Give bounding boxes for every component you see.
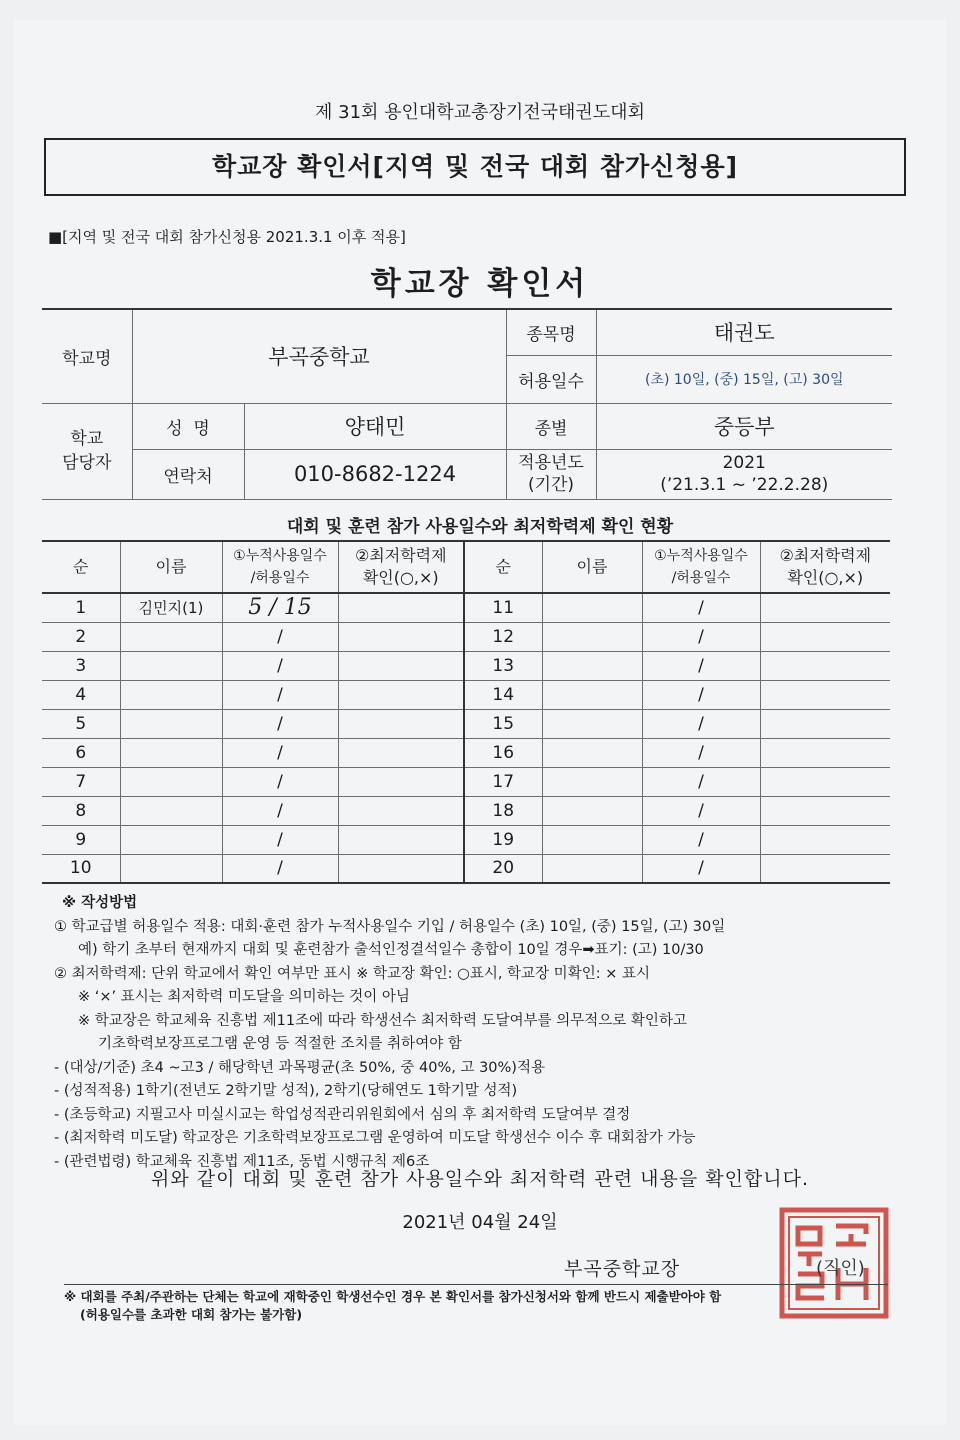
- cell-days: /: [222, 680, 338, 709]
- name-label: 성 명: [132, 403, 244, 449]
- method-line: - (관련법령) 학교체육 진흥법 제11조, 동법 시행규칙 제6조: [54, 1153, 430, 1170]
- cell-name: [542, 854, 642, 883]
- year-value: [596, 449, 892, 499]
- cell-days: /: [222, 825, 338, 854]
- cell-no: 12: [464, 622, 542, 651]
- status-title: 대회 및 훈련 참가 사용일수와 최저학력제 확인 현황: [286, 517, 674, 537]
- contact-label: 연락처: [132, 449, 244, 499]
- name-value: 양태민: [244, 403, 506, 449]
- cell-days: /: [642, 767, 760, 796]
- cell-name: [542, 738, 642, 767]
- cell-no: 16: [464, 738, 542, 767]
- cell-no: 1: [42, 593, 120, 622]
- cell-check: [338, 622, 464, 651]
- cell-no: 11: [464, 593, 542, 622]
- cell-no: 18: [464, 796, 542, 825]
- col-edu-right: [760, 541, 890, 593]
- cell-name: [542, 825, 642, 854]
- method-line: - (초등학교) 지필고사 미실시교는 학업성적관리위원회에서 심의 후 최저학력 도달여부 결정: [54, 1106, 631, 1123]
- event-value: 태권도: [596, 309, 892, 355]
- cell-check: [338, 854, 464, 883]
- cell-check: [760, 593, 890, 622]
- cell-no: 10: [42, 854, 120, 883]
- cell-no: 9: [42, 825, 120, 854]
- cell-name: [542, 709, 642, 738]
- cell-name: [120, 767, 222, 796]
- method-line: 예) 학기 초부터 현재까지 대회 및 훈련참가 출석인정결석일수 총합이 10일 경우➡표기: (고) 10/30: [78, 942, 704, 958]
- manager-label: 학교 담당자: [42, 403, 132, 499]
- cell-name: [120, 738, 222, 767]
- cell-days: /: [222, 796, 338, 825]
- cell-check: [760, 796, 890, 825]
- method-line: - (성적적용) 1학기(전년도 2학기말 성적), 2학기(당해연도 1학기말 성적): [54, 1083, 518, 1099]
- col-edu-right-line2: 확인(○,×): [787, 568, 864, 587]
- cell-name: [120, 680, 222, 709]
- cell-name: [542, 593, 642, 622]
- cell-name: [542, 796, 642, 825]
- table-row: [42, 825, 890, 854]
- cell-days: /: [642, 680, 760, 709]
- col-edu-line2: 확인(○,×): [362, 568, 439, 587]
- cell-check: [338, 593, 464, 622]
- method-line: - (대상/기준) 초4 ~고3 / 해당학년 과목평균(초 50%, 중 40%, 고 30%)적용: [54, 1059, 545, 1076]
- competition-caption: 제 31회 용인대학교총장기전국태권도대회: [315, 102, 645, 123]
- principal-name: 부곡중학교장: [564, 1258, 681, 1280]
- year-value-line2: (’21.3.1 ~ ’22.2.28): [660, 475, 829, 495]
- cell-days: /: [642, 622, 760, 651]
- cell-check: [760, 709, 890, 738]
- cell-days: /: [222, 622, 338, 651]
- footnote: [64, 1288, 894, 1324]
- col-no-right: 순: [464, 541, 542, 593]
- col-name-right: 이름: [542, 541, 642, 593]
- year-value-line1: 2021: [722, 453, 766, 473]
- confirm-sentence: 위와 같이 대회 및 훈련 참가 사용일수와 최저학력 관련 내용을 확인합니다.: [150, 1168, 810, 1190]
- apply-note: ■[지역 및 전국 대회 참가신청용 2021.3.1 이후 적용]: [48, 228, 406, 246]
- table-row: [42, 796, 890, 825]
- method-line: ② 최저학력제: 단위 학교에서 확인 여부만 표시 ※ 학교장 확인: ○표시, 학교장 미확인: × 표시: [54, 965, 650, 982]
- cell-check: [338, 825, 464, 854]
- cell-days: /: [642, 651, 760, 680]
- boxed-title: [44, 138, 906, 196]
- cell-days: /: [222, 651, 338, 680]
- category-value: 중등부: [596, 403, 892, 449]
- contact-value: 010-8682-1224: [244, 449, 506, 499]
- cell-no: 6: [42, 738, 120, 767]
- year-label: 적용년도 (기간): [506, 449, 596, 499]
- cell-name: [542, 680, 642, 709]
- footnote-line1: ※ 대회를 주최/주관하는 단체는 학교에 재학중인 학생선수인 경우 본 확인서를 참가신청서와 함께 반드시 제출받아야 함: [64, 1289, 722, 1304]
- cell-name: [120, 709, 222, 738]
- cell-name: [120, 651, 222, 680]
- cell-check: [338, 738, 464, 767]
- cell-no: 2: [42, 622, 120, 651]
- cell-check: [338, 796, 464, 825]
- col-days-right-line1: ①누적사용일수: [654, 548, 748, 564]
- cell-name: [542, 767, 642, 796]
- footnote-line2: (허용일수를 초과한 대회 참가는 불가함): [80, 1307, 303, 1322]
- info-table: [42, 308, 892, 500]
- cell-no: 17: [464, 767, 542, 796]
- seal-label: (직인): [816, 1258, 865, 1279]
- cell-check: [760, 854, 890, 883]
- cell-name: [120, 825, 222, 854]
- cell-no: 8: [42, 796, 120, 825]
- status-table: [42, 540, 890, 884]
- cell-days: /: [222, 709, 338, 738]
- method-line: ① 학교급별 허용일수 적용: 대회·훈련 참가 누적사용일수 기입 / 허용일수 (초) 10일, (중) 15일, (고) 30일: [54, 918, 726, 935]
- col-days-right: [642, 541, 760, 593]
- cell-no: 7: [42, 767, 120, 796]
- cell-check: [760, 680, 890, 709]
- category-label: 종별: [506, 403, 596, 449]
- cell-days: /: [222, 767, 338, 796]
- method-line: - (최저학력 미도달) 학교장은 기초학력보장프로그램 운영하여 미도달 학생선수 이수 후 대회참가 가능: [54, 1130, 696, 1146]
- cell-days: /: [642, 825, 760, 854]
- method-line: ※ 학교장은 학교체육 진흥법 제11조에 따라 학생선수 최저학력 도달여부를 의무적으로 확인하고: [78, 1012, 687, 1029]
- document-date: 2021년 04월 24일: [402, 1212, 558, 1233]
- cell-no: 4: [42, 680, 120, 709]
- cell-check: [760, 622, 890, 651]
- table-row: [42, 651, 890, 680]
- col-edu-line1: ②최저학력제: [354, 546, 447, 565]
- cell-days: /: [642, 593, 760, 622]
- footnote-divider: [64, 1284, 888, 1285]
- table-row: [42, 854, 890, 883]
- col-days: [222, 541, 338, 593]
- col-days-right-line2: /허용일수: [671, 570, 731, 586]
- cell-name: [542, 622, 642, 651]
- table-row: [42, 593, 890, 622]
- cell-days: /: [222, 738, 338, 767]
- col-no: 순: [42, 541, 120, 593]
- cell-check: [760, 767, 890, 796]
- cell-days: /: [222, 854, 338, 883]
- cell-name: 김민지(1): [120, 593, 222, 622]
- table-row: [42, 738, 890, 767]
- cell-name: [120, 854, 222, 883]
- cell-no: 14: [464, 680, 542, 709]
- method-line: 기초학력보장프로그램 운영 등 적절한 조치를 취하여야 함: [98, 1036, 462, 1052]
- col-edu-right-line1: ②최저학력제: [779, 546, 872, 565]
- cell-check: [338, 651, 464, 680]
- cell-check: [760, 738, 890, 767]
- cell-check: [760, 825, 890, 854]
- cell-days: 5 / 15: [222, 593, 338, 622]
- cell-check: [760, 651, 890, 680]
- cell-no: 13: [464, 651, 542, 680]
- cell-name: [120, 796, 222, 825]
- school-value: 부곡중학교: [132, 309, 506, 403]
- cell-days: /: [642, 709, 760, 738]
- cell-no: 20: [464, 854, 542, 883]
- cell-no: 19: [464, 825, 542, 854]
- allowed-days-value: (초) 10일, (중) 15일, (고) 30일: [596, 355, 892, 403]
- school-label: 학교명: [42, 309, 132, 403]
- col-name: 이름: [120, 541, 222, 593]
- method-heading: ※ 작성방법: [62, 895, 138, 911]
- cell-check: [338, 680, 464, 709]
- cell-name: [542, 651, 642, 680]
- table-row: [42, 709, 890, 738]
- allowed-days-label: 허용일수: [506, 355, 596, 403]
- cell-days: /: [642, 738, 760, 767]
- table-row: [42, 767, 890, 796]
- cell-days: /: [642, 796, 760, 825]
- table-row: [42, 622, 890, 651]
- cell-check: [338, 709, 464, 738]
- cell-no: 5: [42, 709, 120, 738]
- cell-no: 15: [464, 709, 542, 738]
- event-label: 종목명: [506, 309, 596, 355]
- col-days-line2: /허용일수: [250, 570, 310, 586]
- col-days-line1: ①누적사용일수: [233, 548, 327, 564]
- cell-no: 3: [42, 651, 120, 680]
- cell-name: [120, 622, 222, 651]
- cell-check: [338, 767, 464, 796]
- cell-days: /: [642, 854, 760, 883]
- table-row: [42, 680, 890, 709]
- col-edu: [338, 541, 464, 593]
- boxed-title-text: 학교장 확인서[지역 및 전국 대회 참가신청용]: [211, 152, 739, 181]
- writing-method: [54, 892, 912, 1174]
- method-line: ※ ‘×’ 표시는 최저학력 미도달을 의미하는 것이 아님: [78, 989, 410, 1005]
- form-title: 학교장 확인서: [370, 266, 590, 302]
